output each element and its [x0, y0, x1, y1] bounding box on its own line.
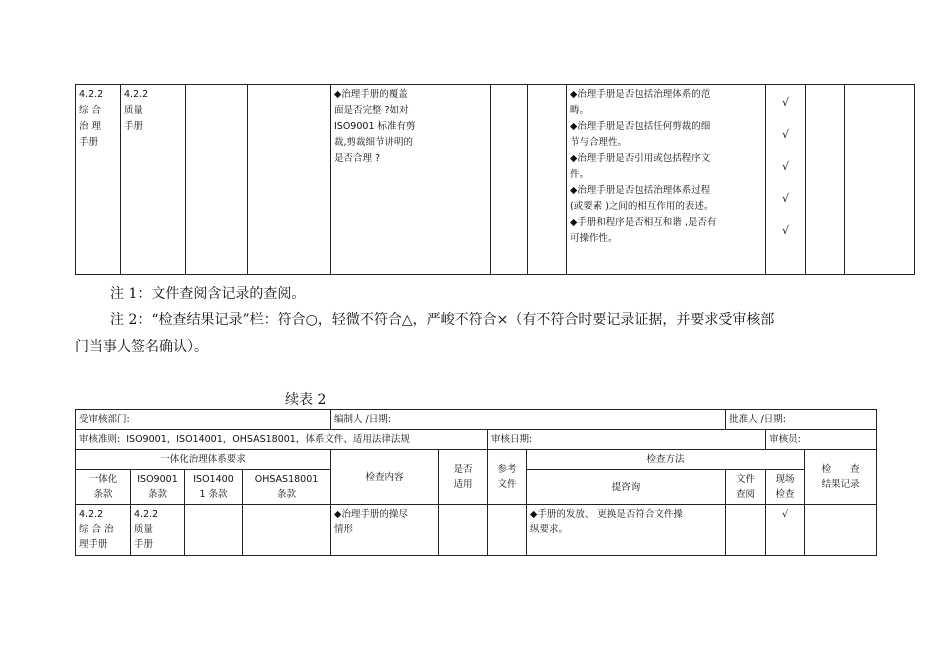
iso9001-clause-header: ISO9001 条款 — [131, 470, 185, 505]
iso9001-clause-cell: 4.2.2 质量 手册 — [121, 85, 186, 275]
audit-criteria-field: 审核准则: ISO9001，ISO14001，OHSAS18001，体系文件、适用法律法规 — [76, 430, 488, 450]
check-mark: √ — [781, 96, 789, 109]
check-mark: √ — [781, 192, 789, 205]
table-row — [76, 505, 877, 556]
note-2-line-1: 注 2：“检查结果记录”栏：符合○，轻微不符合△，严峻不符合×（有不符合时要记录证据，并要求受审核部 — [110, 312, 775, 328]
integrated-clause-cell: 4.2.2 综 合 治 理手册 — [76, 505, 131, 556]
applicable-cell — [439, 505, 488, 556]
reference-doc-cell — [528, 85, 567, 275]
check-content-header: 检查内容 — [331, 450, 439, 505]
result-record-header: 检 查 结果记录 — [805, 450, 877, 505]
check-mark: √ — [782, 509, 789, 520]
onsite-check-cell — [766, 505, 805, 556]
iso14001-clause-header: ISO1400 1 条款 — [185, 470, 243, 505]
integrated-clause-cell: 4.2.2 综 合 治 理 手册 — [76, 85, 121, 275]
auditor-field: 审核员: — [766, 430, 877, 450]
onsite-check-header: 现场 检查 — [766, 470, 805, 505]
requirements-header: 一体化治理体系要求 — [76, 450, 331, 470]
doc-review-header: 文件 查阅 — [726, 470, 766, 505]
ohsas-clause-cell — [248, 85, 331, 275]
ohsas-clause-header: OHSAS18001 条款 — [243, 470, 331, 505]
iso9001-clause-cell: 4.2.2 质量 手册 — [131, 505, 185, 556]
check-mark: √ — [781, 160, 789, 173]
doc-review-cell — [726, 505, 766, 556]
check-content-cell: ◆治理手册的操尽 情形 — [331, 505, 439, 556]
result-record-cell — [805, 505, 877, 556]
header-row-dept — [76, 410, 877, 430]
note-1: 注 1：文件查阅含记录的查阅。 — [110, 286, 306, 302]
note-2-line-2: 门当事人签名确认）。 — [75, 339, 208, 355]
audit-date-field: 审核日期: — [488, 430, 766, 450]
iso14001-clause-cell — [185, 505, 243, 556]
compiler-date-field: 编制人 /日期: — [331, 410, 726, 430]
check-content-cell: ◆治理手册的覆盖 面是否完整 ?如对 ISO9001 标准有剪 裁,剪裁细节讲明的 是否合理 ? — [331, 85, 491, 275]
reference-doc-header: 参考 文件 — [488, 450, 527, 505]
inquiry-method-cell: ◆治理手册是否包括治理体系的范 畴。 ◆治理手册是否包括任何剪裁的细 节与合理性。 ◆治理手册是否引用或包括程序文 件。 ◆治理手册是否包括治理体系过程 (或要素 )之间的相互作用的表述。 ◆手册和程序是否相互和谐 ,是否有 可操作性。 — [567, 85, 766, 275]
header-row-groups — [76, 450, 877, 470]
inquiry-header: 提咨询 — [527, 470, 726, 505]
reference-doc-cell — [488, 505, 527, 556]
table-caption: 续表 2 — [285, 392, 327, 408]
applicable-header: 是否 适用 — [439, 450, 488, 505]
check-mark: √ — [781, 224, 789, 237]
onsite-check-cell — [806, 85, 845, 275]
iso14001-clause-cell — [186, 85, 248, 275]
result-record-cell — [845, 85, 915, 275]
check-method-header: 检查方法 — [527, 450, 805, 470]
integrated-clause-header: 一体化 条款 — [76, 470, 131, 505]
inquiry-method-cell: ◆手册的发放、 更换是否符合文件操 纵要求。 — [527, 505, 726, 556]
audit-table-1 — [75, 84, 915, 275]
approver-date-field: 批准人 /日期: — [726, 410, 877, 430]
header-row-criteria — [76, 430, 877, 450]
ohsas-clause-cell — [243, 505, 331, 556]
audited-dept-field: 受审核部门: — [76, 410, 331, 430]
table-row — [76, 85, 915, 275]
check-mark: √ — [781, 128, 789, 141]
applicable-cell — [491, 85, 528, 275]
audit-table-2 — [75, 409, 877, 556]
doc-review-checks-cell — [766, 85, 806, 275]
